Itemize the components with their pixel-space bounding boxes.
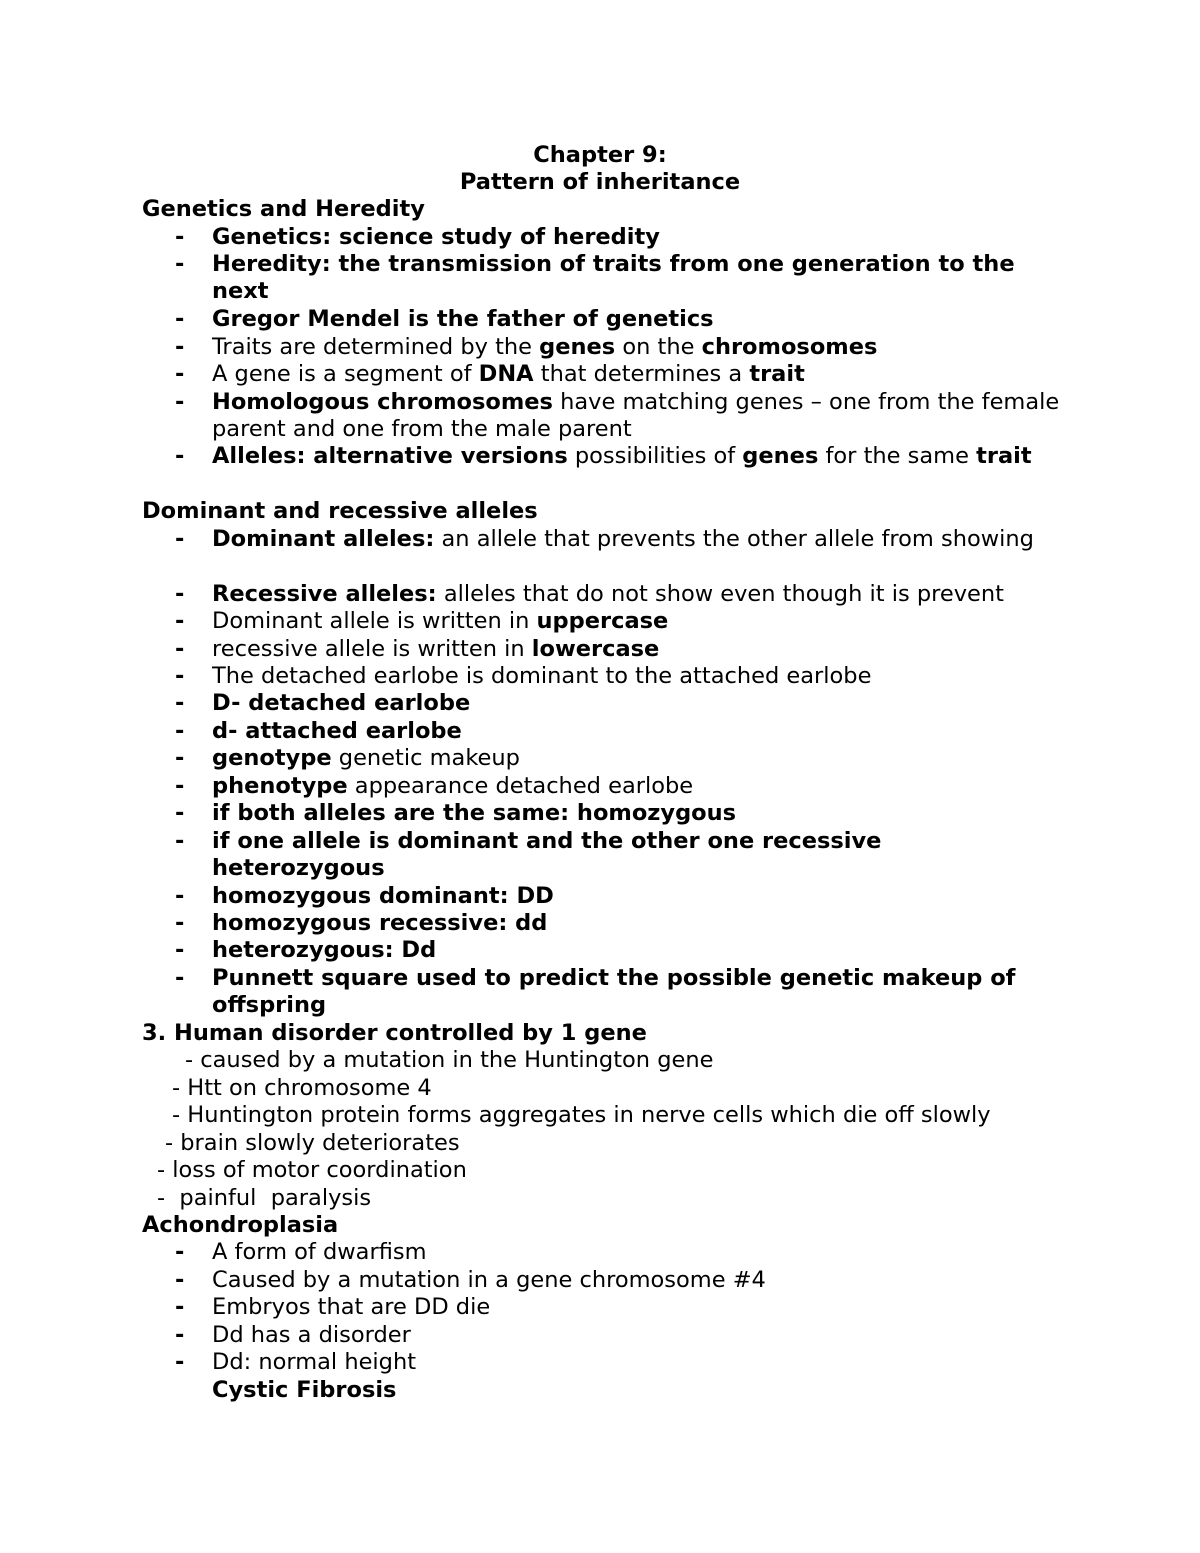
list-item-text: heterozygous: Dd [212, 937, 437, 963]
list-item [175, 663, 1075, 690]
list-item [175, 361, 1075, 388]
list-item-text: Punnett square used to predict the possible genetic makeup of offspring [212, 965, 1016, 1019]
section-heading-disorder: 3. Human disorder controlled by 1 gene [142, 1020, 647, 1046]
list-item-text: Gregor Mendel is the father of genetics [212, 306, 714, 332]
bullet-dash: - [175, 1294, 185, 1320]
list-item-text: Genetics: science study of heredity [212, 224, 660, 250]
list-item: - Htt on chromosome 4 [172, 1075, 432, 1101]
list-item [175, 800, 1075, 827]
list-item-text: Alleles: alternative versions possibilities of genes for the same trait [212, 443, 1032, 469]
list-item-text: Recessive alleles: alleles that do not show even though it is prevent [212, 581, 1004, 607]
list-item [175, 1322, 1075, 1349]
list-item-text: homozygous dominant: DD [212, 883, 554, 909]
list-item-text: phenotype appearance detached earlobe [212, 773, 694, 799]
list-item-text: A gene is a segment of DNA that determines a trait [212, 361, 805, 387]
bullet-dash: - [175, 1349, 185, 1375]
bullet-dash: - [175, 663, 185, 689]
bullet-dash: - [175, 690, 185, 716]
list-item [175, 389, 1075, 444]
list-item [175, 526, 1075, 553]
list-item: - caused by a mutation in the Huntington gene [185, 1047, 714, 1073]
list-item [175, 1239, 1075, 1266]
bullet-dash: - [175, 718, 185, 744]
list-item-text: if both alleles are the same: homozygous [212, 800, 737, 826]
chapter-subtitle: Pattern of inheritance [459, 169, 741, 195]
bullet-dash: - [175, 828, 185, 854]
list-item-text: A form of dwarfism [212, 1239, 427, 1265]
list-item [175, 1349, 1075, 1376]
list-item [175, 910, 1075, 937]
bullet-dash: - [175, 965, 185, 991]
list-item [175, 1267, 1075, 1294]
list-item-text: Caused by a mutation in a gene chromosome #4 [212, 1267, 766, 1293]
section-heading-genetics: Genetics and Heredity [142, 196, 425, 222]
list-item [175, 224, 1075, 251]
list-item: - brain slowly deteriorates [165, 1130, 460, 1156]
list-item [175, 773, 1075, 800]
list-item-text: D- detached earlobe [212, 690, 471, 716]
list-item [175, 1294, 1075, 1321]
bullet-dash: - [175, 1267, 185, 1293]
list-item [175, 883, 1075, 910]
section-heading-dominant: Dominant and recessive alleles [142, 498, 538, 524]
list-item-text: Homologous chromosomes have matching genes – one from the female parent and one from the male parent [212, 389, 1060, 443]
list-item-text: if one allele is dominant and the other one recessive heterozygous [212, 828, 882, 882]
list-item [175, 443, 1075, 470]
list-item: - loss of motor coordination [157, 1157, 467, 1183]
list-item: - painful paralysis [157, 1185, 372, 1211]
list-item [175, 828, 1075, 883]
bullet-dash: - [175, 361, 185, 387]
list-item-text: recessive allele is written in lowercase [212, 636, 660, 662]
bullet-dash: - [175, 636, 185, 662]
list-item-text: genotype genetic makeup [212, 745, 520, 771]
list-item-text: Dominant alleles: an allele that prevents the other allele from showing [212, 526, 1034, 552]
bullet-dash: - [175, 910, 185, 936]
list-item-text: Embryos that are DD die [212, 1294, 491, 1320]
bullet-dash: - [175, 745, 185, 771]
list-item [175, 636, 1075, 663]
list-item [175, 745, 1075, 772]
bullet-dash: - [175, 937, 185, 963]
list-item [175, 690, 1075, 717]
list-item-text: Dd has a disorder [212, 1322, 411, 1348]
bullet-dash: - [175, 224, 185, 250]
list-item [175, 718, 1075, 745]
bullet-dash: - [175, 1239, 185, 1265]
bullet-dash: - [175, 883, 185, 909]
list-item-text: The detached earlobe is dominant to the attached earlobe [212, 663, 872, 689]
list-item [175, 334, 1075, 361]
bullet-dash: - [175, 1322, 185, 1348]
subheading-cystic-fibrosis: Cystic Fibrosis [212, 1377, 397, 1403]
list-item [175, 251, 1075, 306]
list-item-text: Heredity: the transmission of traits from one generation to the next [212, 251, 1015, 305]
bullet-dash: - [175, 306, 185, 332]
list-item-text: Traits are determined by the genes on the chromosomes [212, 334, 878, 360]
list-item-text: Dd: normal height [212, 1349, 417, 1375]
list-item [175, 937, 1075, 964]
list-item [175, 306, 1075, 333]
bullet-dash: - [175, 773, 185, 799]
list-item [175, 581, 1075, 608]
list-item-text: homozygous recessive: dd [212, 910, 548, 936]
bullet-dash: - [175, 334, 185, 360]
list-item [175, 608, 1075, 635]
list-item-text: Dominant allele is written in uppercase [212, 608, 669, 634]
bullet-dash: - [175, 581, 185, 607]
bullet-dash: - [175, 443, 185, 469]
bullet-dash: - [175, 608, 185, 634]
bullet-dash: - [175, 526, 185, 552]
bullet-dash: - [175, 251, 185, 277]
list-item: - Huntington protein forms aggregates in nerve cells which die off slowly [172, 1102, 991, 1128]
list-item [175, 965, 1075, 1020]
list-item-text: d- attached earlobe [212, 718, 462, 744]
chapter-title: Chapter 9: [533, 142, 667, 168]
bullet-dash: - [175, 800, 185, 826]
section-heading-achondroplasia: Achondroplasia [142, 1212, 339, 1238]
bullet-dash: - [175, 389, 185, 415]
